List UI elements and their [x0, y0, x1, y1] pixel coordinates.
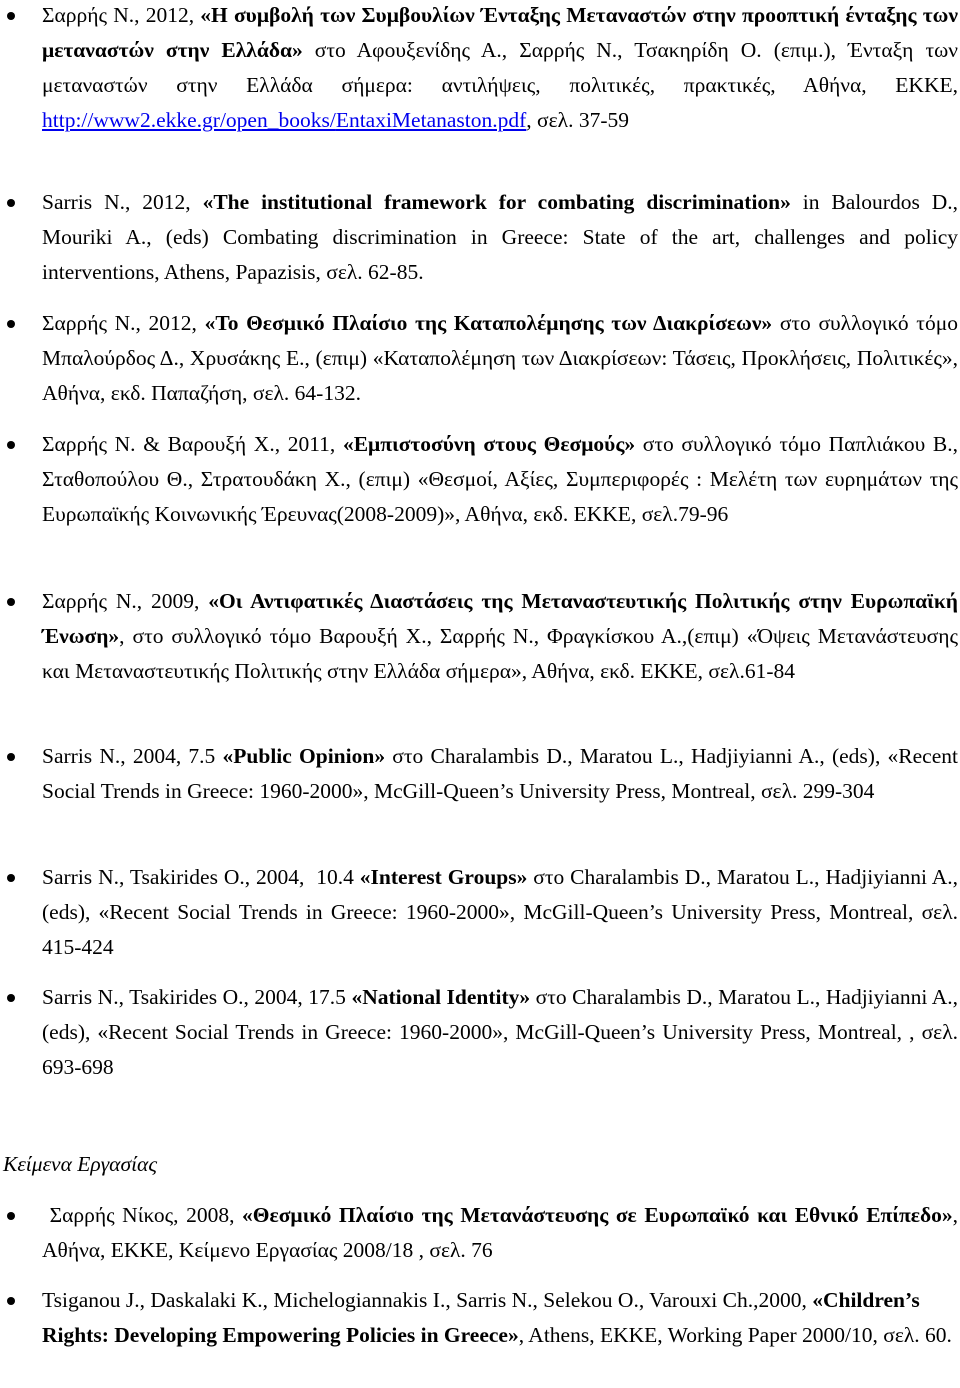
entry-authors: Σαρρής Ν. & Βαρουξή Χ., 2011,	[42, 432, 343, 456]
entry-source: στο Charalambis D., Maratou L., Hadjiyianni A., (eds), «Recent Social Trends in Greece: 1960-2000», McGill-Queen’s University Press, Montreal, σελ. 299-304	[42, 744, 958, 803]
section-title: Κείμενα Εργασίας	[3, 1152, 158, 1176]
list-item	[42, 1283, 958, 1353]
list-item	[42, 306, 958, 411]
entry-source: στο Charalambis D., Maratou L., Hadjiyianni A., (eds), «Recent Social Trends in Greece: 1960-2000», McGill-Queen’s University Press, Montreal, σελ. 415-424	[42, 865, 958, 959]
entry-source: , στο συλλογικό τόμο Βαρουξή Χ., Σαρρής Ν., Φραγκίσκου Α.,(επιμ) «Όψεις Μετανάστευσης και Μεταναστευτικής Πολιτικής στην Ελλάδα σήμερα», Αθήνα, εκδ. ΕΚΚΕ, σελ.61-84	[42, 624, 958, 683]
bullet-icon	[7, 441, 15, 449]
entry-authors: Σαρρής Νίκος, 2008,	[42, 1203, 243, 1227]
list-item	[42, 584, 958, 689]
entry-pages: , σελ. 37-59	[526, 108, 629, 132]
entry-title: «Θεσμικό Πλαίσιο της Μετανάστευσης σε Ευρωπαϊκό και Εθνικό Επίπεδο»	[242, 1203, 953, 1227]
entry-authors: Sarris N., 2004, 7.5	[42, 744, 223, 768]
entry-source: , Athens, EKKE, Working Paper 2000/10, σελ. 60.	[518, 1323, 952, 1347]
entry-title: «Το Θεσμικό Πλαίσιο της Καταπολέμησης των Διακρίσεων»	[204, 311, 773, 335]
entry-source: στο συλλογικό τόμο Μπαλούρδος Δ., Χρυσάκης Ε., (επιμ) «Καταπολέμηση των Διακρίσεων: Τάσεις, Προκλήσεις, Πολιτικές», Αθήνα, εκδ. Παπαζήση, σελ. 64-132.	[42, 311, 958, 405]
entry-title: «National Identity»	[351, 985, 531, 1009]
bullet-icon	[7, 1212, 15, 1220]
entry-authors: Σαρρής Ν., 2012,	[42, 311, 205, 335]
bullet-icon	[7, 598, 15, 606]
entry-authors: Sarris N., Tsakirides O., 2004, 17.5	[42, 985, 352, 1009]
list-item	[42, 0, 958, 138]
list-item	[42, 185, 958, 290]
entry-title: «Οι Αντιφατικές Διαστάσεις της Μεταναστευτικής Πολιτικής στην Ευρωπαϊκή Ένωση»	[42, 589, 958, 648]
entry-authors: Σαρρής Ν., 2009,	[42, 589, 209, 613]
bullet-icon	[7, 199, 15, 207]
list-item	[42, 739, 958, 809]
bullet-icon	[7, 1297, 15, 1305]
entry-authors: Tsiganou J., Daskalaki K., Michelogiannakis I., Sarris N., Selekou O., Varouxi Ch.,2000,	[42, 1288, 813, 1312]
bullet-icon	[7, 874, 15, 882]
entry-source: in Balourdos D., Mouriki A., (eds) Combating discrimination in Greece: State of the art, challenges and policy interventions, Athens, Papazisis, σελ. 62-85.	[42, 190, 959, 284]
entry-source: στο συλλογικό τόμο Παπλιάκου Β., Σταθοπούλου Θ., Στρατουδάκη Χ., (επιμ) «Θεσμοί, Αξίες, Συμπεριφορές : Μελέτη των ευρημάτων της Ευρωπαϊκής Κοινωνικής Έρευνας(2008-2009)», Αθήνα, εκδ. ΕΚΚΕ, σελ.79-96	[42, 432, 958, 526]
list-item	[42, 1198, 958, 1268]
bullet-icon	[7, 320, 15, 328]
entry-authors: Σαρρής Ν., 2012,	[42, 3, 201, 27]
bullet-icon	[7, 12, 15, 20]
entry-authors: Sarris N., Tsakirides O., 2004, 10.4	[42, 865, 360, 889]
entry-title: «Η συμβολή των Συμβουλίων Ένταξης Μεταναστών στην προοπτική ένταξης των μεταναστών στην Ελλάδα»	[42, 3, 958, 62]
entry-title: «Children’s Rights: Developing Empowering Policies in Greece»	[42, 1288, 920, 1347]
entry-authors: Sarris N., 2012,	[42, 190, 203, 214]
entry-title: «Interest Groups»	[359, 865, 528, 889]
list-item	[42, 427, 958, 532]
entry-source: στο Αφουξενίδης Α., Σαρρής Ν., Τσακηρίδη Ο. (επιμ.), Ένταξη των μεταναστών στην Ελλάδα σήμερα: αντιλήψεις, πολιτικές, πρακτικές, Αθήνα, ΕΚΚΕ,	[42, 38, 958, 97]
entry-title: «The institutional framework for combating discrimination»	[202, 190, 791, 214]
bullet-icon	[7, 994, 15, 1002]
pdf-link[interactable]: http://www2.ekke.gr/open_books/EntaxiMetanaston.pdf	[42, 108, 527, 132]
list-item	[42, 860, 958, 965]
bullet-icon	[7, 753, 15, 761]
entry-title: «Εμπιστοσύνη στους Θεσμούς»	[342, 432, 636, 456]
list-item	[42, 980, 958, 1085]
entry-source: στο Charalambis D., Maratou L., Hadjiyianni A., (eds), «Recent Social Trends in Greece: 1960-2000», McGill-Queen’s University Press, Montreal, , σελ. 693-698	[42, 985, 958, 1079]
entry-source: , Αθήνα, ΕΚΚΕ, Κείμενο Εργασίας 2008/18 , σελ. 76	[42, 1203, 958, 1262]
entry-title: «Public Opinion»	[222, 744, 386, 768]
